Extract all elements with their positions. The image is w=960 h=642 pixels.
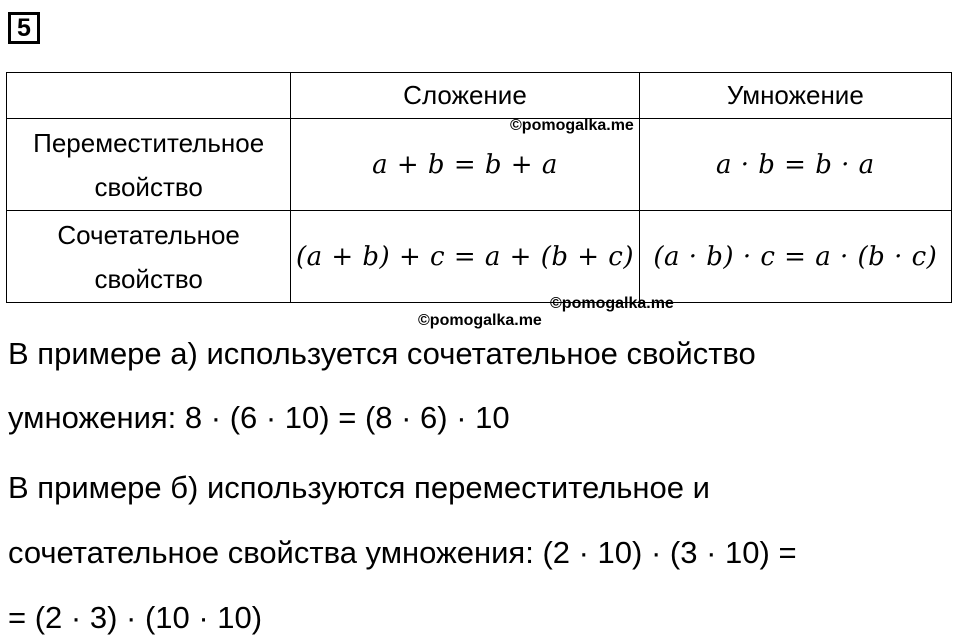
commutative-multiplication-formula <box>639 119 951 211</box>
formula: (a + b) + c = a + (b + c) <box>295 242 634 272</box>
formula: (a · b) · c = a · (b · c) <box>653 242 938 272</box>
watermark: ©pomogalka.me <box>550 295 674 312</box>
row-label-line: Сочетательное <box>57 219 240 250</box>
row-label-associative <box>7 211 291 303</box>
row-label-line: свойство <box>94 171 203 202</box>
row-label-line: Переместительное <box>33 127 265 158</box>
row-label-commutative <box>7 119 291 211</box>
properties-table <box>6 72 952 303</box>
task-number-box <box>8 12 40 44</box>
watermark: ©pomogalka.me <box>418 312 542 329</box>
table-row <box>7 211 952 303</box>
table-header-empty <box>7 73 291 119</box>
explanation-line: умножения: 8 · (6 · 10) = (8 · 6) · 10 <box>8 400 510 435</box>
explanation-line: В примере а) используется сочетательное свойство <box>8 336 756 371</box>
associative-multiplication-formula <box>639 211 951 303</box>
table-header-multiplication: Умножение <box>639 73 951 119</box>
table-row <box>7 119 952 211</box>
table-header-addition: Сложение <box>291 73 639 119</box>
explanation-line: сочетательное свойства умножения: (2 · 10) · (3 · 10) = <box>8 535 797 570</box>
explanation-line: В примере б) используются переместительное и <box>8 470 710 505</box>
table-header-row <box>7 73 952 119</box>
formula: a + b = b + a <box>372 150 558 180</box>
row-label-line: свойство <box>94 263 203 294</box>
task-number: 5 <box>17 13 31 42</box>
associative-addition-formula <box>291 211 639 303</box>
watermark: ©pomogalka.me <box>510 117 634 134</box>
formula: a · b = b · a <box>715 150 875 180</box>
explanation-line: = (2 · 3) · (10 · 10) <box>8 600 263 635</box>
